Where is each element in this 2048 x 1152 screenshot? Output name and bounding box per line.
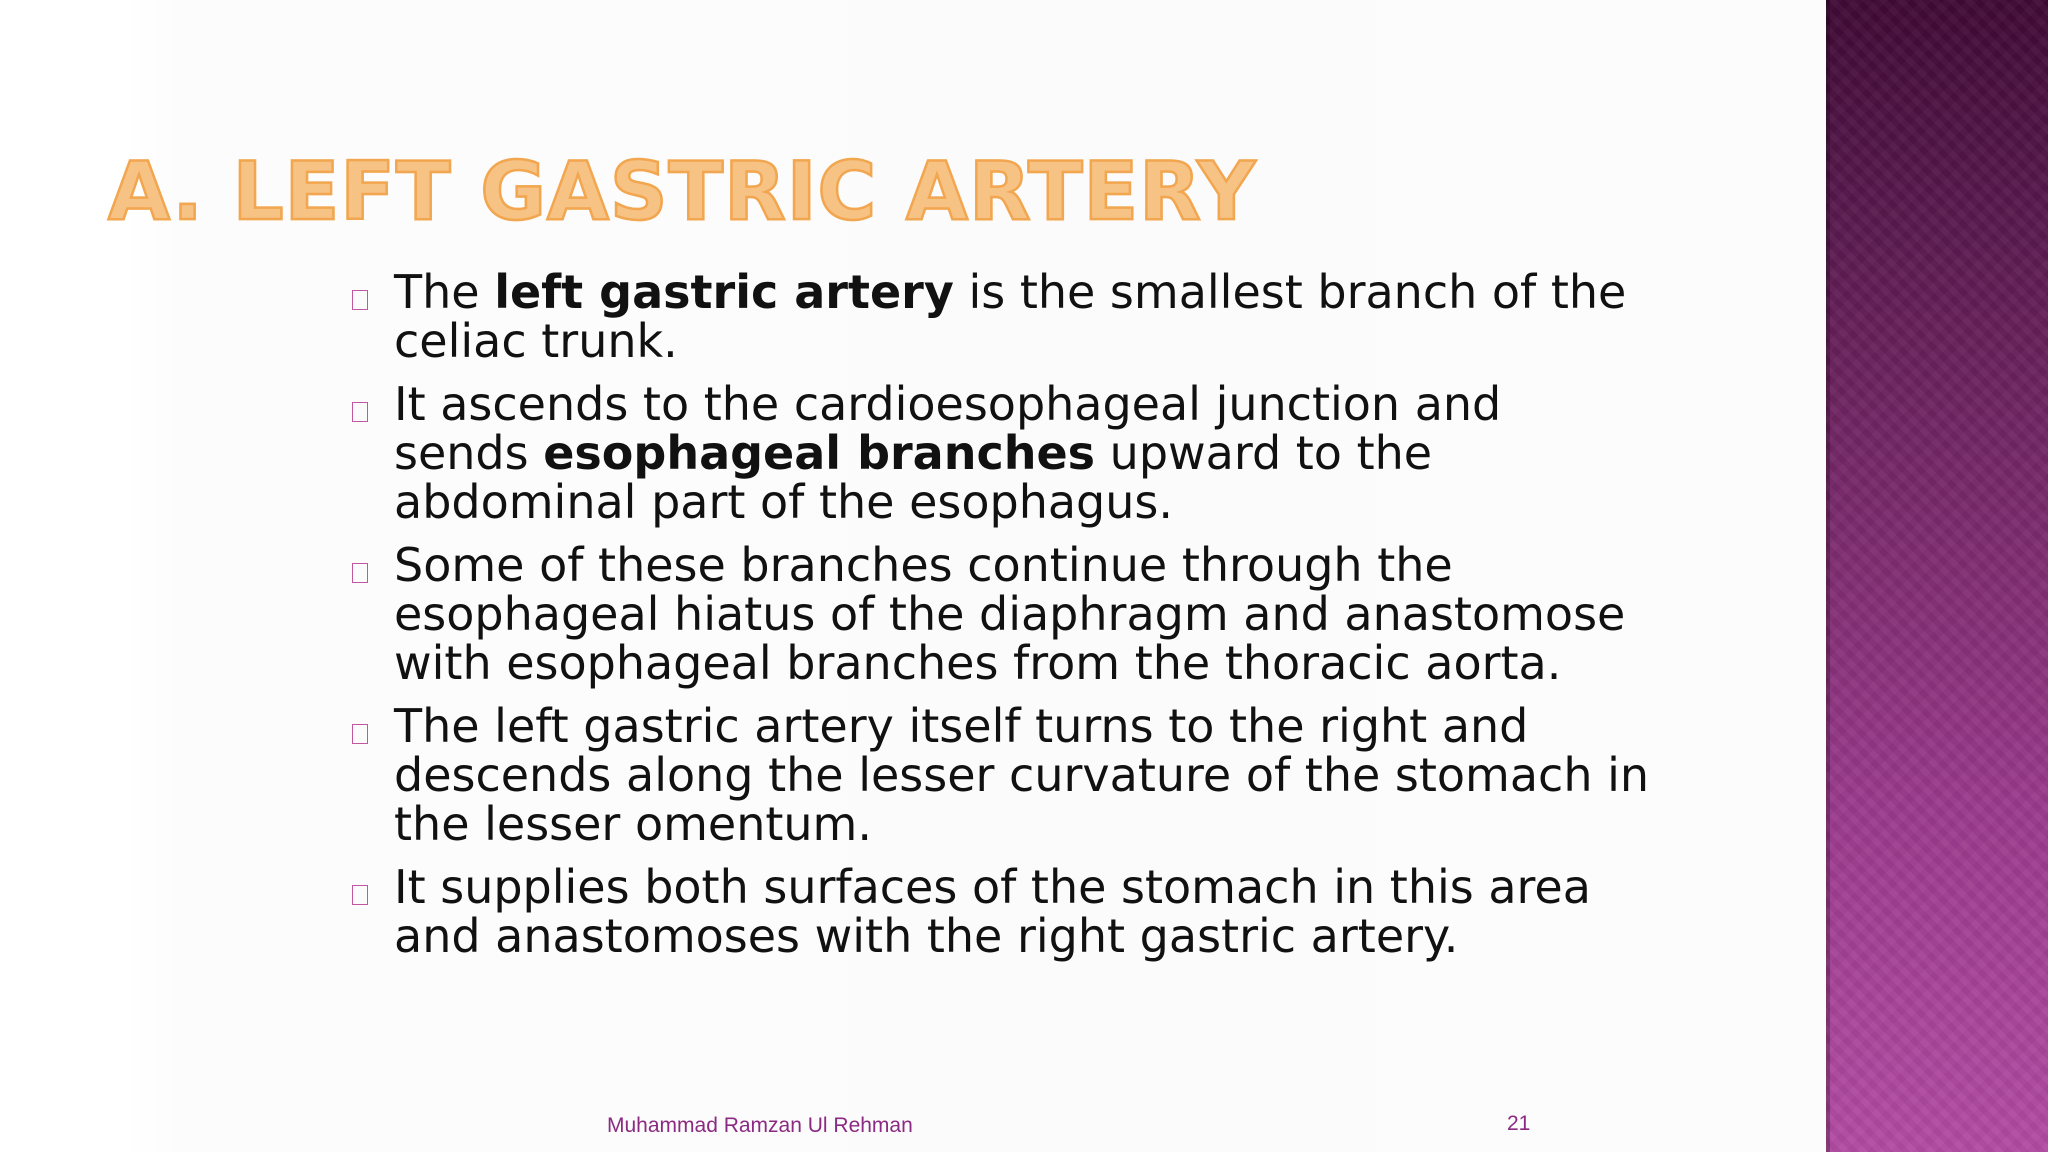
bullet-item	[350, 860, 1650, 963]
square-bullet-icon	[352, 724, 368, 744]
square-bullet-icon	[352, 402, 368, 422]
square-bullet-icon	[352, 563, 368, 583]
bullet-list	[350, 265, 1650, 975]
bullet-text	[394, 265, 1650, 368]
page-number: 21	[1507, 1112, 1531, 1135]
square-bullet-icon	[352, 885, 368, 905]
bullet-text	[394, 377, 1650, 529]
text-segment: The left gastric artery itself turns to the right and descends along the lesser curvature of the stomach in the lesser omentum.	[394, 699, 1650, 851]
footer-author: Muhammad Ramzan Ul Rehman	[607, 1114, 913, 1137]
bold-term: left gastric artery	[494, 265, 954, 319]
text-segment: The	[394, 265, 495, 319]
slide-title: A. LEFT GASTRIC ARTERY	[108, 145, 1257, 238]
text-segment: upward to the abdominal part of the esophagus.	[394, 426, 1433, 529]
bullet-text	[394, 699, 1650, 851]
bullet-text	[394, 538, 1650, 690]
text-segment: It supplies both surfaces of the stomach in this area and anastomoses with the right gastric artery.	[394, 860, 1591, 963]
bullet-item	[350, 699, 1650, 851]
side-panel-edge	[1826, 0, 1830, 1152]
text-segment: Some of these branches continue through the esophageal hiatus of the diaphragm and anastomose with esophageal branches from the thoracic aorta.	[394, 538, 1626, 690]
bullet-text	[394, 860, 1650, 963]
bullet-item	[350, 538, 1650, 690]
bold-term: esophageal branches	[543, 426, 1096, 480]
text-segment: It ascends to the cardioesophageal junction and sends	[394, 377, 1502, 480]
side-panel-texture	[1826, 0, 2048, 1152]
text-segment: is the smallest branch of the celiac trunk.	[394, 265, 1627, 368]
square-bullet-icon	[352, 290, 368, 310]
bullet-item	[350, 265, 1650, 368]
decorative-side-panel	[1826, 0, 2048, 1152]
bullet-item	[350, 377, 1650, 529]
